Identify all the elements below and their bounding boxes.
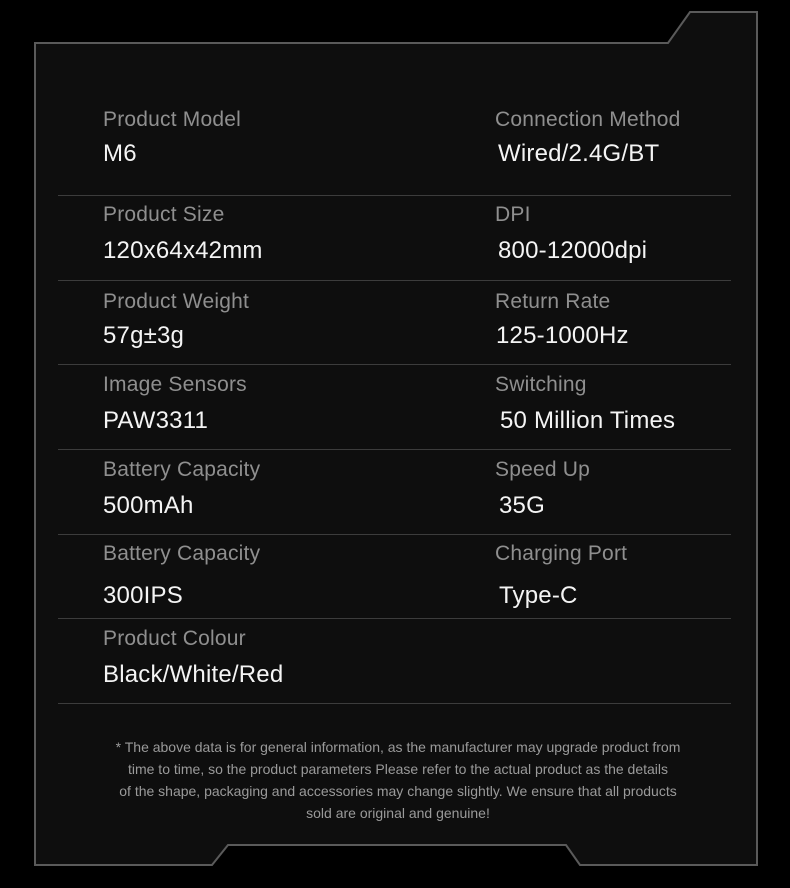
product-colour-value: Black/White/Red: [103, 661, 284, 688]
battery-capacity-label-2: Battery Capacity: [103, 542, 261, 565]
row-divider: [58, 449, 731, 450]
dpi-label: DPI: [495, 203, 531, 226]
product-weight-label: Product Weight: [103, 290, 249, 313]
disclaimer-note: [52, 736, 744, 824]
switching-value: 50 Million Times: [500, 407, 676, 434]
connection-method-label: Connection Method: [495, 108, 681, 131]
battery-capacity-label: Battery Capacity: [103, 458, 261, 481]
product-size-value: 120x64x42mm: [103, 237, 263, 264]
product-model-label: Product Model: [103, 108, 242, 131]
connection-method-value: Wired/2.4G/BT: [498, 140, 660, 167]
image-sensors-label: Image Sensors: [103, 373, 247, 396]
row-divider: [58, 195, 731, 196]
image-sensors-value: PAW3311: [103, 407, 209, 434]
return-rate-label: Return Rate: [495, 290, 611, 313]
product-size-label: Product Size: [103, 203, 225, 226]
speed-up-label: Speed Up: [495, 458, 591, 481]
product-colour-label: Product Colour: [103, 627, 246, 650]
speed-up-value: 35G: [499, 492, 545, 519]
disclaimer-line-1: * The above data is for general information, as the manufacturer may upgrade product from: [115, 739, 681, 755]
switching-label: Switching: [495, 373, 587, 396]
row-divider: [58, 280, 731, 281]
product-weight-value: 57g±3g: [103, 322, 185, 349]
disclaimer-line-4: sold are original and genuine!: [306, 805, 490, 821]
battery-capacity-value: 500mAh: [103, 492, 194, 519]
charging-port-value: Type-C: [499, 582, 578, 609]
dpi-value: 800-12000dpi: [498, 237, 648, 264]
battery-capacity-value-2: 300IPS: [103, 582, 183, 609]
disclaimer-line-3: of the shape, packaging and accessories may change slightly. We ensure that all products: [119, 783, 677, 799]
disclaimer-line-2: time to time, so the product parameters Please refer to the actual product as the details: [127, 761, 669, 777]
return-rate-value: 125-1000Hz: [496, 322, 629, 349]
row-divider: [58, 618, 731, 619]
row-divider: [58, 703, 731, 704]
row-divider: [58, 534, 731, 535]
charging-port-label: Charging Port: [495, 542, 628, 565]
product-model-value: M6: [103, 140, 137, 167]
row-divider: [58, 364, 731, 365]
